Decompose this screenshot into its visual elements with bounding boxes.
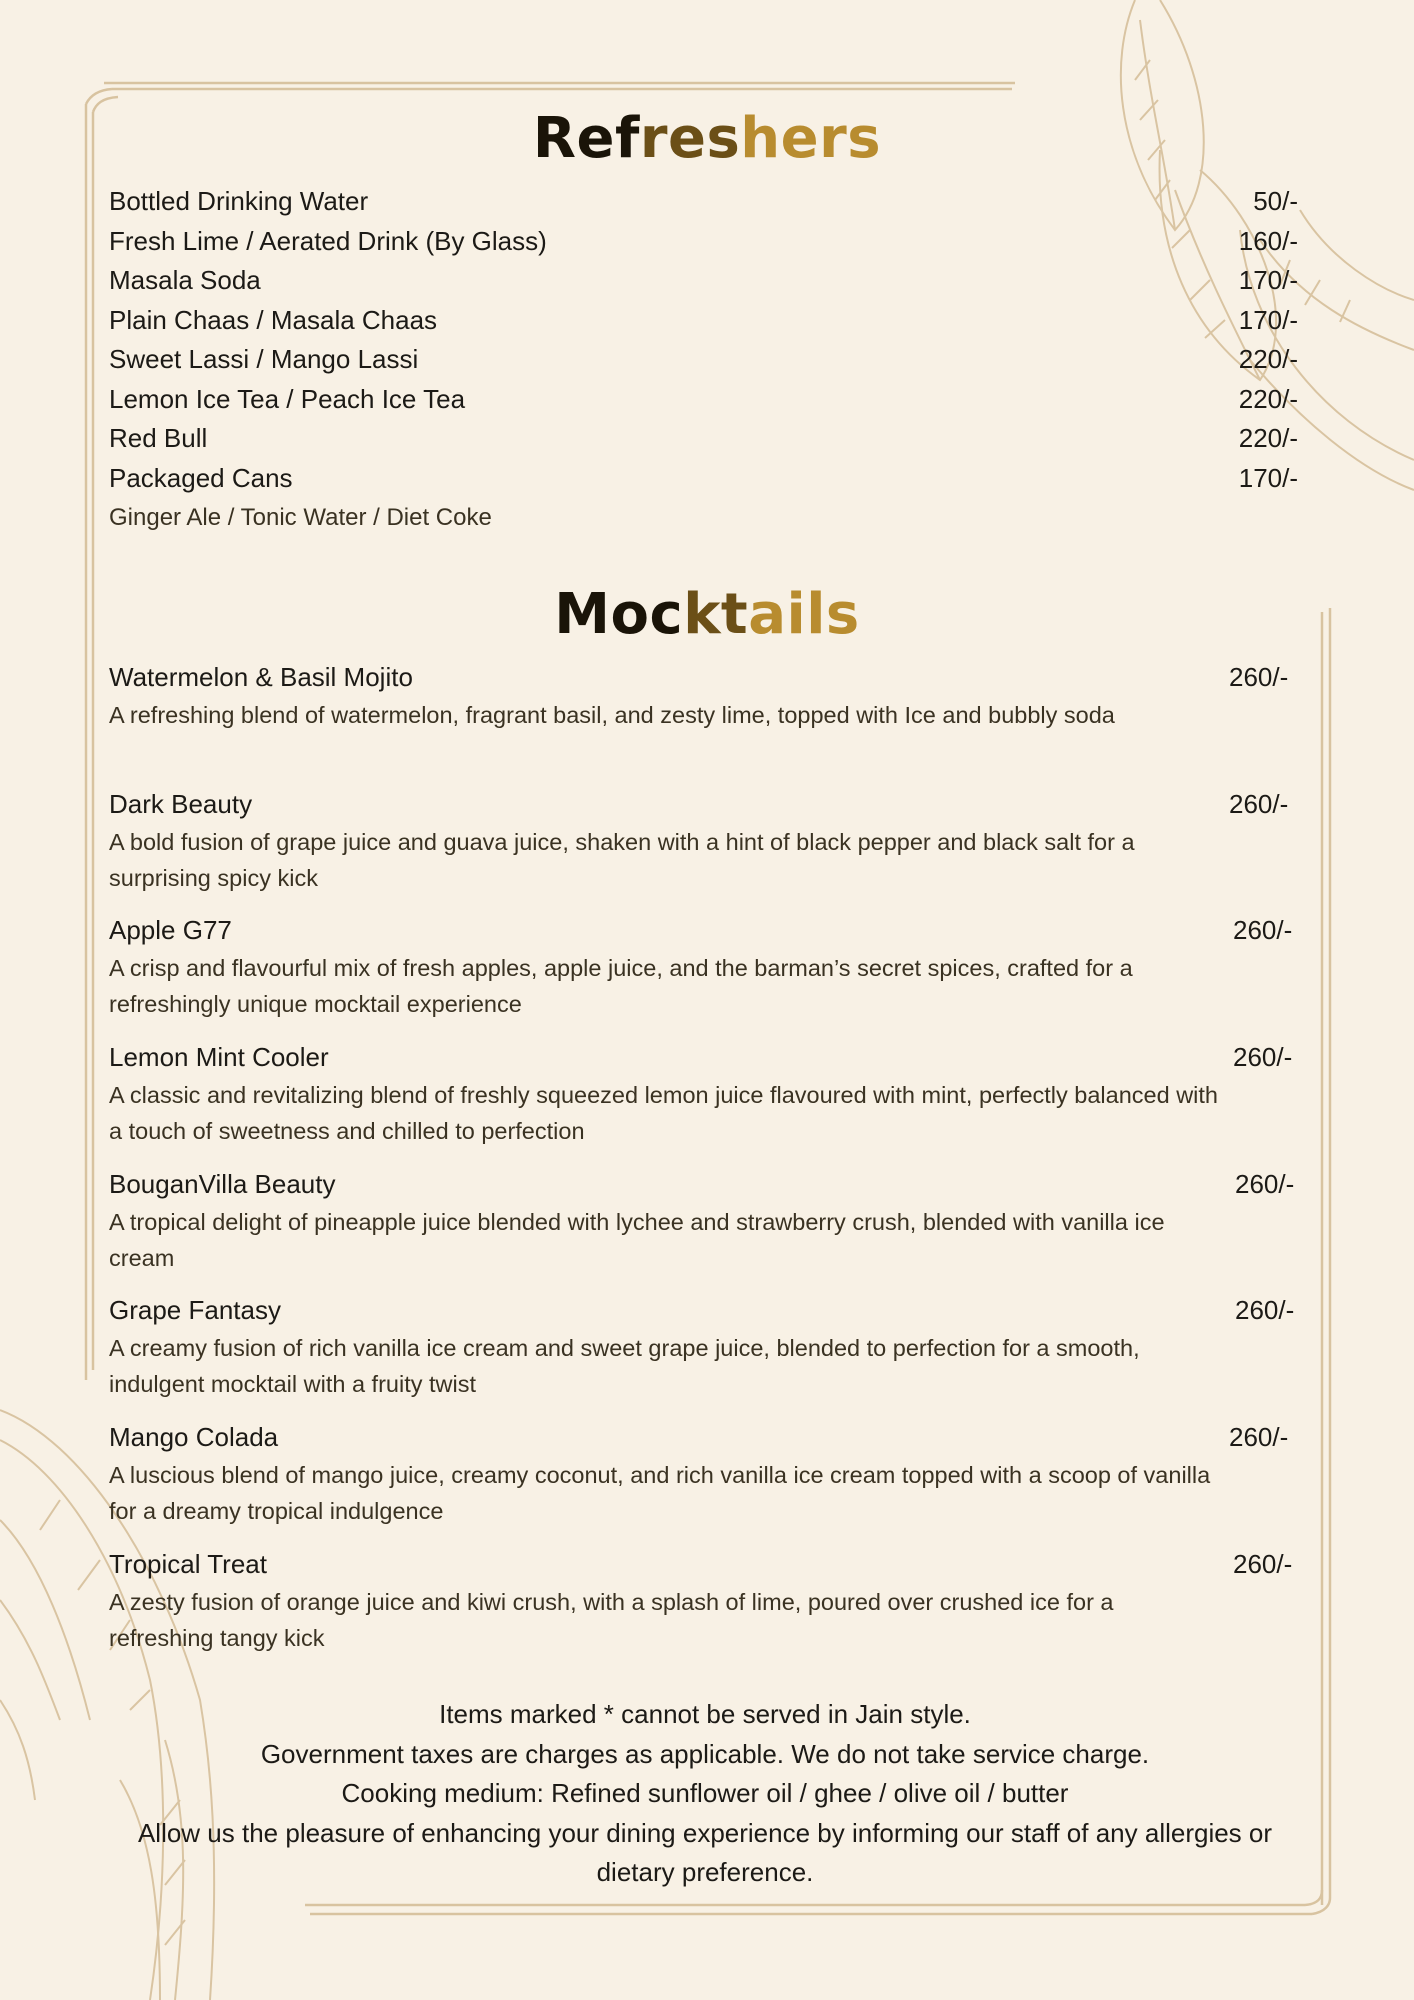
item-description: A crisp and flavourful mix of fresh apples, apple juice, and the barman’s secret spices, crafted for a refreshingly unique mocktail experience xyxy=(109,955,1133,1018)
mocktails-title-part-2: kt xyxy=(683,582,749,647)
mocktail-item xyxy=(109,786,1299,913)
menu-item xyxy=(109,261,1298,301)
item-price: 260/- xyxy=(1235,1295,1295,1326)
item-name: Packaged Cans xyxy=(109,462,293,493)
item-price: 260/- xyxy=(1233,1548,1293,1579)
tax-note: Government taxes are charges as applicable. We do not take service charge. xyxy=(260,1738,1150,1769)
mocktails-list xyxy=(109,659,1299,1673)
footer-notes xyxy=(100,1695,1310,1893)
item-price: 260/- xyxy=(1229,1422,1289,1453)
refreshers-title xyxy=(0,106,1414,171)
item-description: A refreshing blend of watermelon, fragrant basil, and zesty lime, topped with Ice and bubbly soda xyxy=(109,702,1115,728)
item-description: A classic and revitalizing blend of freshly squeezed lemon juice flavoured with mint, perfectly balanced with a touch of sweetness and chilled to perfection xyxy=(109,1082,1218,1145)
item-name: Plain Chaas / Masala Chaas xyxy=(109,304,438,335)
refreshers-list xyxy=(109,182,1298,537)
item-price: 260/- xyxy=(1233,1042,1293,1073)
mocktails-title-part-1: Moc xyxy=(554,582,684,647)
item-price: 50/- xyxy=(1253,186,1298,216)
item-name: Masala Soda xyxy=(109,265,261,295)
item-price: 220/- xyxy=(1238,383,1298,414)
item-name: Fresh Lime / Aerated Drink (By Glass) xyxy=(109,225,547,256)
item-name: Watermelon & Basil Mojito xyxy=(109,662,413,692)
item-price: 220/- xyxy=(1238,344,1298,374)
menu-item xyxy=(109,419,1298,459)
item-price: 260/- xyxy=(1229,662,1289,692)
refreshers-title-part-2: res xyxy=(639,106,741,171)
item-price: 170/- xyxy=(1238,304,1298,335)
mocktail-item xyxy=(109,1039,1299,1166)
mocktail-item xyxy=(109,1419,1299,1546)
item-name: Tropical Treat xyxy=(109,1548,267,1579)
item-description: A bold fusion of grape juice and guava juice, shaken with a hint of black pepper and black salt for a surprising spicy kick xyxy=(109,828,1135,891)
menu-item xyxy=(109,182,1298,222)
item-description: A luscious blend of mango juice, creamy coconut, and rich vanilla ice cream topped with a scoop of vanilla for a dreamy tropical indulgence xyxy=(109,1462,1211,1525)
item-name: Grape Fantasy xyxy=(109,1295,281,1326)
item-name: Apple G77 xyxy=(109,915,232,946)
item-description: A zesty fusion of orange juice and kiwi crush, with a splash of lime, poured over crushed ice for a refreshing tangy kick xyxy=(109,1588,1114,1651)
allergy-note: Allow us the pleasure of enhancing your dining experience by informing our staff of any allergies or dietary preference. xyxy=(137,1817,1273,1887)
item-price: 260/- xyxy=(1235,1168,1295,1199)
menu-item xyxy=(109,301,1298,341)
mocktail-item xyxy=(109,912,1299,1039)
item-name: Mango Colada xyxy=(109,1422,279,1453)
item-name: Sweet Lassi / Mango Lassi xyxy=(109,344,419,374)
menu-item xyxy=(109,380,1298,420)
item-price: 260/- xyxy=(1233,915,1293,946)
item-price: 260/- xyxy=(1229,788,1289,819)
cans-note: Ginger Ale / Tonic Water / Diet Coke xyxy=(109,504,492,531)
jain-note: Items marked * cannot be served in Jain style. xyxy=(439,1699,971,1729)
mocktails-title-part-3: ails xyxy=(748,582,860,647)
item-name: Bottled Drinking Water xyxy=(109,186,369,216)
cooking-medium-note: Cooking medium: Refined sunflower oil / ghee / olive oil / butter xyxy=(341,1778,1069,1808)
refreshers-title-part-3: hers xyxy=(740,106,882,171)
item-name: Dark Beauty xyxy=(109,788,253,819)
mocktail-item xyxy=(109,659,1299,786)
menu-item xyxy=(109,340,1298,380)
item-name: BouganVilla Beauty xyxy=(109,1168,336,1199)
item-description: A creamy fusion of rich vanilla ice cream and sweet grape juice, blended to perfection for a smooth, indulgent mocktail with a fruity twist xyxy=(109,1335,1140,1398)
refreshers-title-part-1: Ref xyxy=(532,106,640,171)
item-name: Red Bull xyxy=(109,423,208,453)
mocktail-item xyxy=(109,1546,1299,1673)
item-price: 160/- xyxy=(1238,225,1298,256)
mocktail-item xyxy=(109,1292,1299,1419)
item-price: 170/- xyxy=(1238,462,1298,493)
item-name: Lemon Mint Cooler xyxy=(109,1042,329,1073)
item-price: 170/- xyxy=(1238,265,1298,295)
item-name: Lemon Ice Tea / Peach Ice Tea xyxy=(109,383,466,414)
mocktails-title xyxy=(0,582,1414,647)
menu-item xyxy=(109,459,1298,499)
item-description: A tropical delight of pineapple juice blended with lychee and strawberry crush, blended with vanilla ice cream xyxy=(109,1208,1165,1271)
menu-item xyxy=(109,222,1298,262)
mocktail-item xyxy=(109,1166,1299,1293)
item-price: 220/- xyxy=(1238,423,1298,453)
